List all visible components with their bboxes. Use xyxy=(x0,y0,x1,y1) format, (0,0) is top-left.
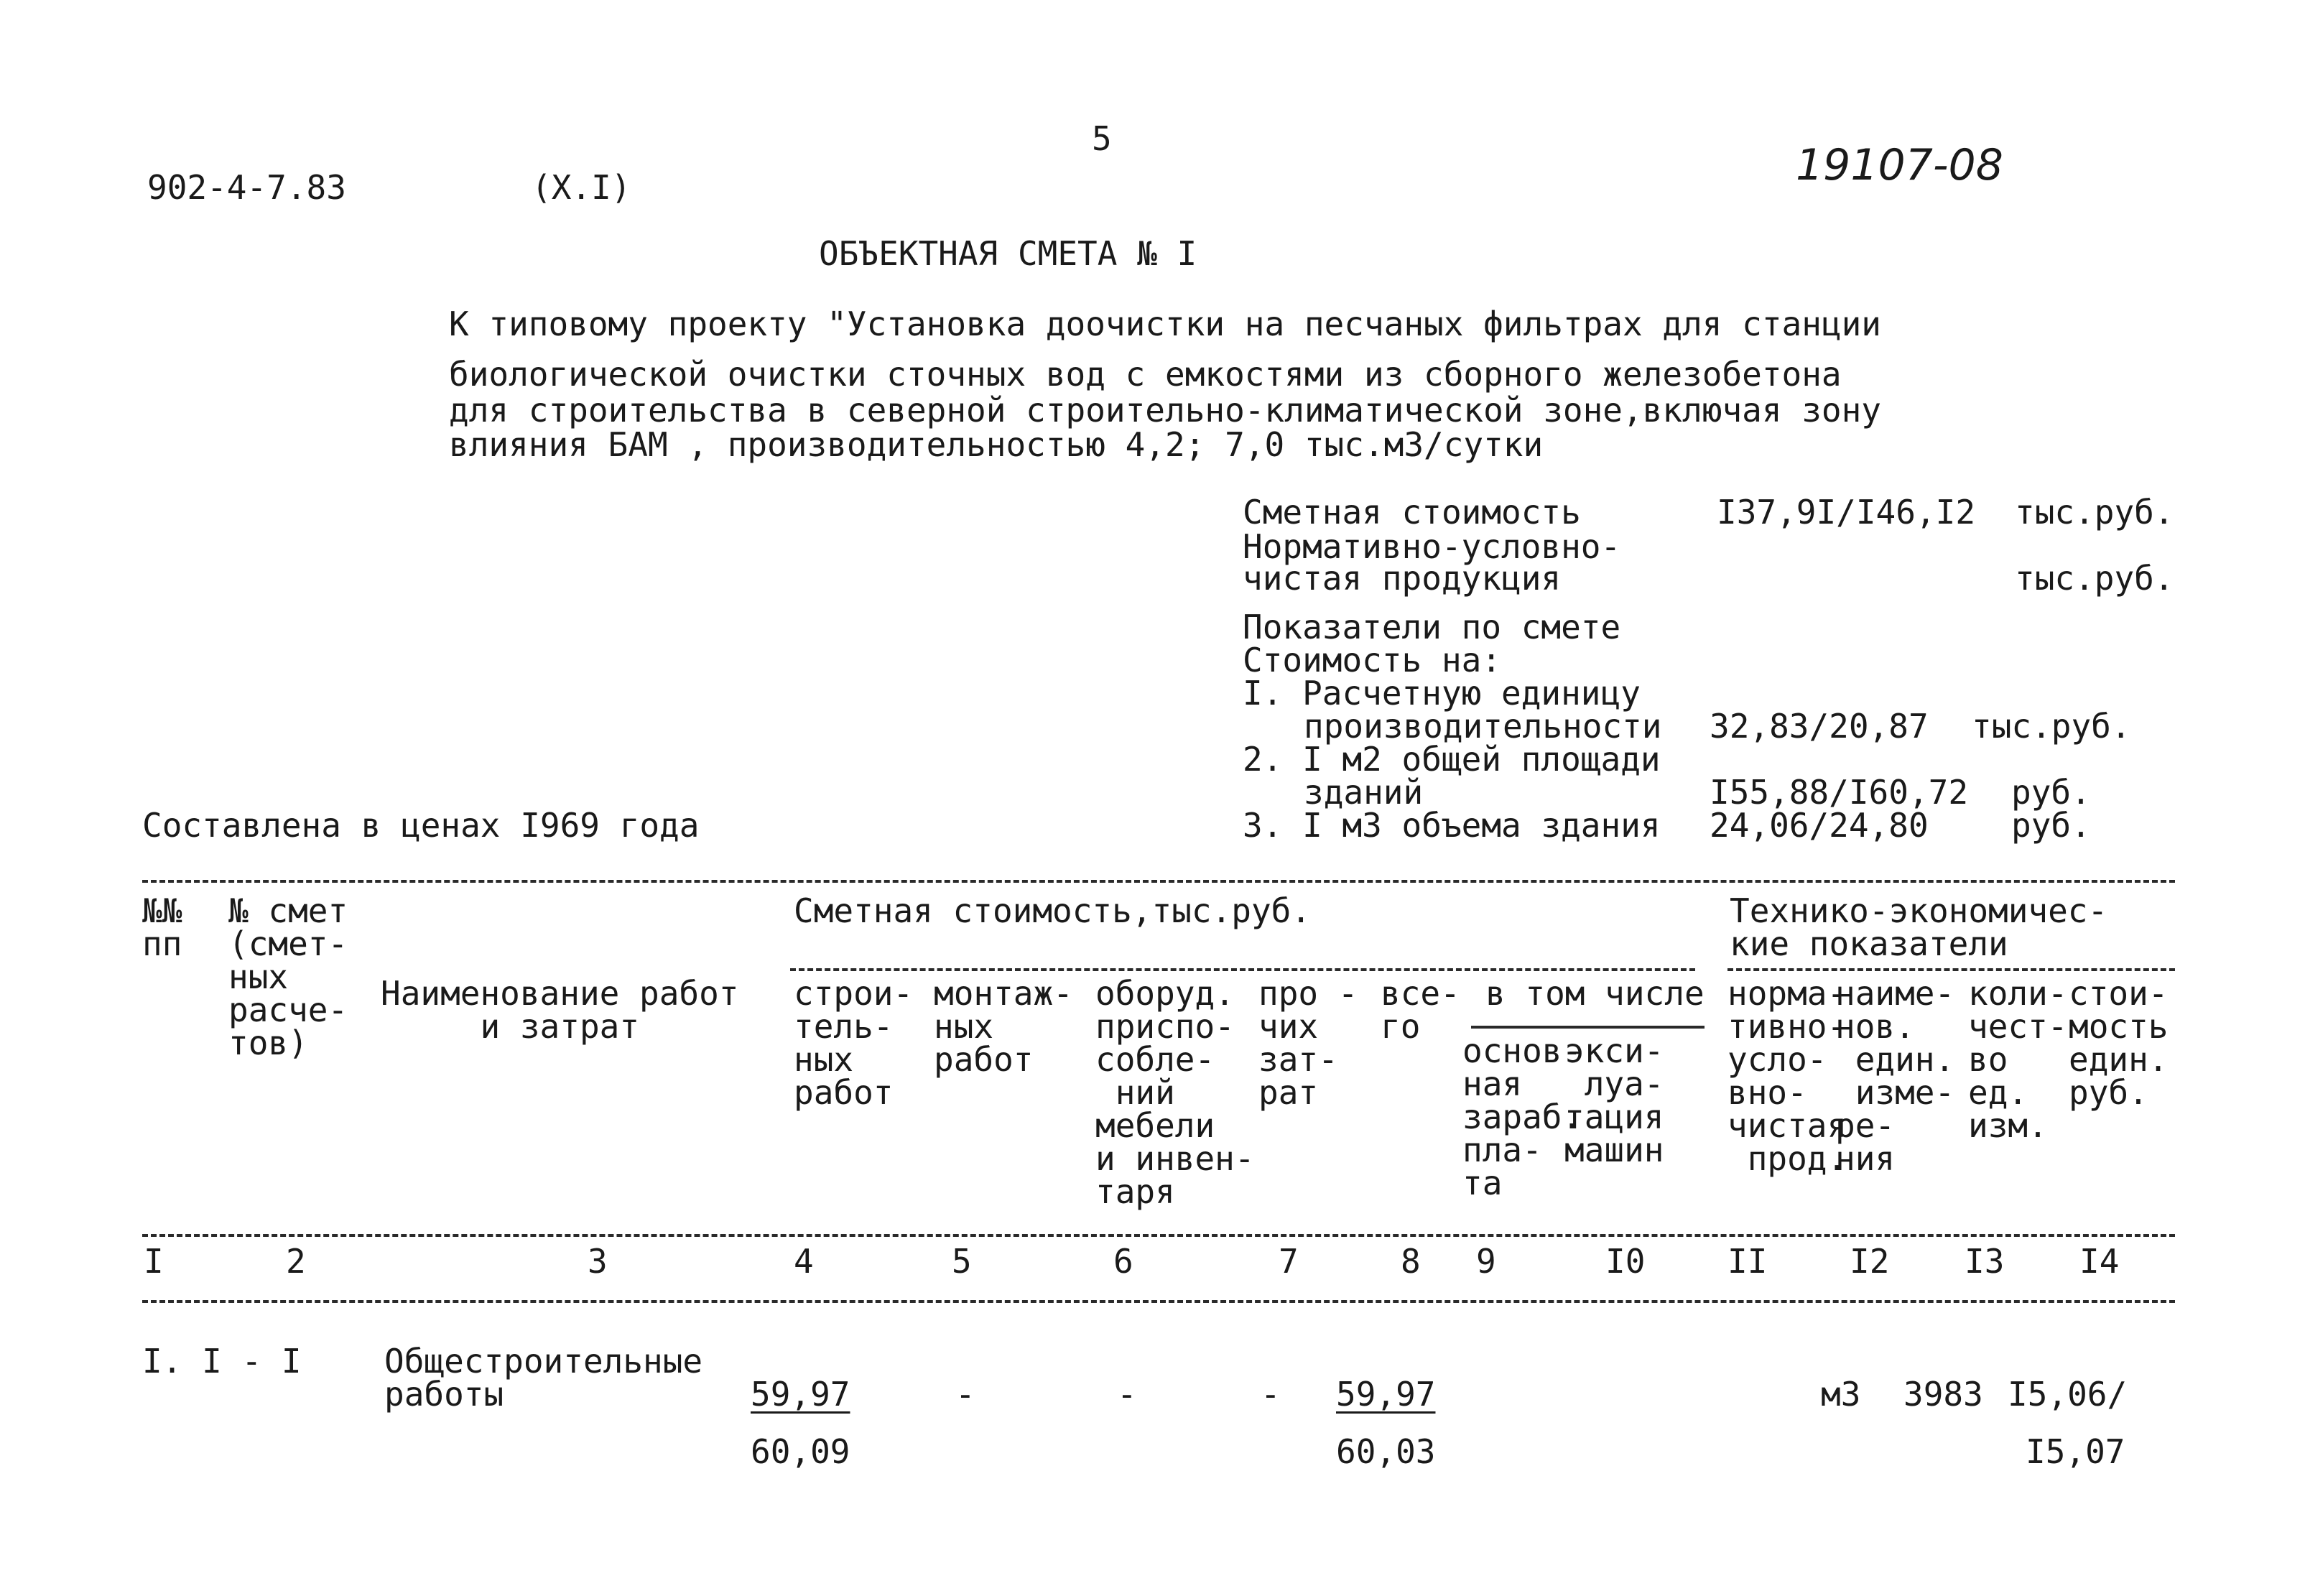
column-number: I0 xyxy=(1605,1242,1646,1281)
column-number: 6 xyxy=(1113,1242,1133,1281)
row-unit-cost-alt: I5,07 xyxy=(2026,1432,2125,1471)
header-col-13: коли- чест- во ед. изм. xyxy=(1968,974,2068,1145)
column-number: I xyxy=(144,1242,164,1281)
indicator-2-label-cont: зданий xyxy=(1304,773,1424,812)
page-number: 5 xyxy=(1092,119,1112,158)
column-number: II xyxy=(1727,1242,1768,1281)
row-col-5-value: - xyxy=(955,1375,975,1414)
document-code: 902-4-7.83 xyxy=(147,168,346,207)
column-number: I4 xyxy=(2079,1242,2120,1281)
header-col-6: оборуд. приспо- собле- ний мебели и инвен- таря xyxy=(1095,974,1255,1211)
indicators-label: Показатели по смете xyxy=(1243,608,1621,646)
header-bottom-rule xyxy=(142,1234,2175,1237)
row-number: I. I - I xyxy=(142,1342,302,1381)
products-unit: тыс.руб. xyxy=(2015,559,2174,598)
indicator-1-label-cont: производительности xyxy=(1304,707,1662,746)
row-col-6-value: - xyxy=(1117,1375,1137,1414)
incl-group-rule xyxy=(1471,1026,1705,1029)
indicator-2-label: 2. I м2 общей площади xyxy=(1243,740,1661,779)
section-code: (X.I) xyxy=(532,168,631,207)
header-cost-group: Сметная стоимость,тыс.руб. xyxy=(794,891,1312,930)
indicator-2-value: I55,88/I60,72 xyxy=(1710,773,1969,812)
header-estimate-number: № смет (смет- ных расче- тов) xyxy=(228,891,348,1062)
row-col-8-value: 59,97 xyxy=(1336,1375,1436,1414)
indicator-1-value: 32,83/20,87 xyxy=(1710,707,1929,746)
column-number: 7 xyxy=(1279,1242,1299,1281)
column-number: 5 xyxy=(952,1242,972,1281)
column-number: 9 xyxy=(1476,1242,1496,1281)
header-col-5: монтаж- ных работ xyxy=(934,974,1073,1079)
cost-value: I37,9I/I46,I2 xyxy=(1717,493,1976,532)
header-col-11: норма- тивно- усло- вно- чистая прод. xyxy=(1727,974,1847,1178)
tech-group-rule xyxy=(1727,968,2175,971)
column-number: I3 xyxy=(1965,1242,2005,1281)
row-name: Общестроительные работы xyxy=(384,1342,703,1414)
products-label-1: Нормативно-условно- xyxy=(1243,527,1621,566)
header-incl: в том числе xyxy=(1485,974,1705,1013)
row-unit-cost: I5,06/ xyxy=(2008,1375,2128,1414)
row-quantity: 3983 xyxy=(1903,1375,1983,1414)
indicator-3-label: 3. I м3 объема здания xyxy=(1243,806,1661,845)
column-number: 2 xyxy=(286,1242,306,1281)
subtitle-line-2: биологической очистки сточных вод с емкостями из сборного железобетона xyxy=(449,355,1842,394)
row-col-4-value-alt: 60,09 xyxy=(751,1432,850,1471)
indicator-2-unit: руб. xyxy=(2011,773,2091,812)
indicator-1-unit: тыс.руб. xyxy=(1972,707,2131,746)
row-unit: м3 xyxy=(1821,1375,1861,1414)
prices-note: Составлена в ценах I969 года xyxy=(142,806,700,845)
indicator-3-unit: руб. xyxy=(2011,806,2091,845)
header-col-4: строи- тель- ных работ xyxy=(794,974,914,1112)
row-col-4-value: 59,97 xyxy=(751,1375,850,1414)
cost-per-label: Стоимость на: xyxy=(1243,641,1502,679)
indicator-3-value: 24,06/24,80 xyxy=(1710,806,1929,845)
column-number: I2 xyxy=(1850,1242,1890,1281)
row-col-7-value: - xyxy=(1261,1375,1281,1414)
header-col-10: экси- луа- тация машин xyxy=(1564,1031,1664,1169)
subtitle-line-3: для строительства в северной строительно-климатической зоне,включая зону xyxy=(449,391,1881,430)
page-title: ОБЪЕКТНАЯ СМЕТА № I xyxy=(819,234,1197,273)
header-col-14: стои- мость един. руб. xyxy=(2069,974,2169,1112)
cost-unit: тыс.руб. xyxy=(2015,493,2174,532)
column-numbers-rule xyxy=(142,1300,2175,1303)
subtitle-line-4: влияния БАМ , производительностью 4,2; 7,0 тыс.м3/сутки xyxy=(449,425,1544,464)
header-col-9: основ- ная зараб. пла- та xyxy=(1462,1031,1582,1202)
header-col-12: наиме- нов. един. изме- ре- ния xyxy=(1835,974,1955,1178)
cost-label: Сметная стоимость xyxy=(1243,493,1581,532)
cost-group-rule xyxy=(790,968,1695,971)
header-col-8: все- го xyxy=(1381,974,1460,1046)
subtitle-line-1: К типовому проекту "Установка доочистки на песчаных фильтрах для станции xyxy=(449,305,1881,343)
table-top-rule xyxy=(142,880,2175,883)
header-col-7: про - чих зат- рат xyxy=(1258,974,1358,1112)
indicator-1-label: I. Расчетную единицу xyxy=(1243,674,1641,713)
header-name: Наименование работ и затрат xyxy=(381,974,739,1046)
handwritten-number: 19107-08 xyxy=(1796,140,2003,190)
header-tech-group: Технико-экономичес- кие показатели xyxy=(1730,891,2108,963)
column-number: 3 xyxy=(588,1242,608,1281)
column-number: 8 xyxy=(1401,1242,1421,1281)
row-col-8-value-alt: 60,03 xyxy=(1336,1432,1436,1471)
column-number: 4 xyxy=(794,1242,814,1281)
products-label-2: чистая продукция xyxy=(1243,559,1562,598)
header-nn: №№ пп xyxy=(142,891,182,963)
